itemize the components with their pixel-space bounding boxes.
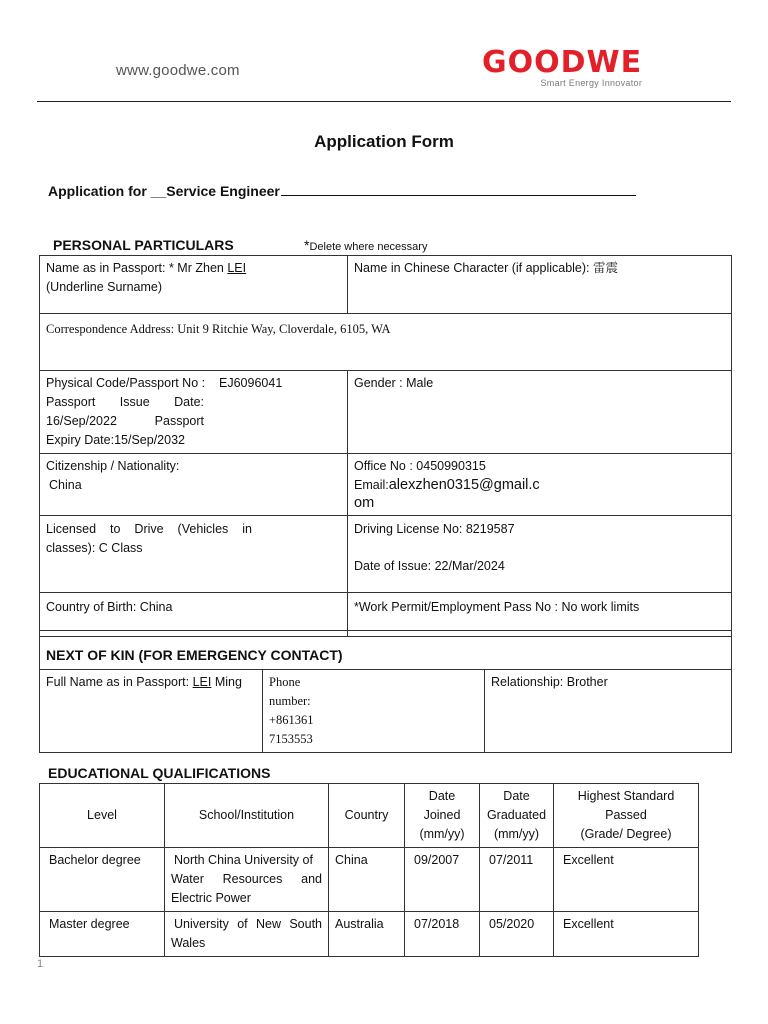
kin-phone-line-4: 7153553 (269, 732, 313, 746)
header-divider (37, 101, 731, 102)
personal-particulars-heading: PERSONAL PARTICULARS (53, 237, 234, 253)
edu-grade: Excellent (554, 848, 699, 912)
kin-name-label: Full Name as in Passport: (46, 675, 193, 689)
table-row (40, 912, 699, 957)
edu-school-line-1: University of New South (174, 917, 322, 931)
driving-license-cell (348, 516, 732, 593)
education-table (39, 783, 699, 957)
kin-name-cell (40, 670, 263, 753)
edu-school-line-2: Wales (171, 936, 206, 950)
edu-graduated: 07/2011 (480, 848, 554, 912)
col-header-school: School/Institution (165, 784, 329, 848)
edu-school (165, 912, 329, 957)
highest-line-2: Passed (605, 808, 647, 822)
name-surname: LEI (227, 261, 247, 275)
logo-wordmark: GOODWE (482, 45, 643, 80)
edu-school-line-3: Electric Power (171, 891, 251, 905)
email-value-cont: om (354, 495, 375, 511)
edu-graduated: 05/2020 (480, 912, 554, 957)
personal-particulars-table (39, 255, 732, 637)
address-cell: Correspondence Address: Unit 9 Ritchie Way, Cloverdale, 6105, WA (40, 314, 732, 371)
work-permit-cell: *Work Permit/Employment Pass No : No work limits (348, 593, 732, 637)
edu-level: Master degree (40, 912, 165, 957)
highest-line-3: (Grade/ Degree) (580, 827, 672, 841)
country-of-birth-cell: Country of Birth: China (40, 593, 348, 637)
table-row (40, 516, 732, 593)
application-for-underline (281, 181, 636, 196)
passport-no: EJ6096041 (219, 376, 283, 390)
email-label: Email: (354, 478, 389, 492)
edu-joined: 09/2007 (405, 848, 480, 912)
edu-school (165, 848, 329, 912)
delete-note-star: * (304, 237, 310, 253)
application-for-label: Application for __Service Engineer (48, 183, 280, 199)
date-joined-line-1: Date (428, 789, 456, 803)
driving-license-no: Driving License No: 8219587 (354, 522, 515, 536)
application-for (48, 181, 636, 199)
table-row (40, 454, 732, 516)
office-no: Office No : 0450990315 (354, 459, 486, 473)
kin-phone-line-1: Phone (269, 675, 301, 689)
passport-line-3: 16/Sep/2022 Passport (46, 414, 204, 428)
edu-school-line-1: North China University of (174, 853, 313, 867)
table-row (40, 371, 732, 454)
licensed-cell (40, 516, 348, 593)
edu-joined: 07/2018 (405, 912, 480, 957)
edu-level: Bachelor degree (40, 848, 165, 912)
contact-cell (348, 454, 732, 516)
date-graduated-line-3: (mm/yy) (493, 827, 540, 841)
edu-country: Australia (329, 912, 405, 957)
table-row (40, 256, 732, 314)
next-of-kin-heading-cell (40, 631, 732, 670)
email-line (354, 476, 725, 495)
edu-grade: Excellent (554, 912, 699, 957)
kin-phone-cell (263, 670, 485, 753)
date-graduated-line-2: Graduated (486, 808, 547, 822)
underline-surname-note: (Underline Surname) (46, 280, 163, 294)
edu-country: China (329, 848, 405, 912)
date-joined-line-3: (mm/yy) (419, 827, 465, 841)
citizenship-cell (40, 454, 348, 516)
table-row (40, 784, 699, 848)
date-graduated-line-1: Date (503, 789, 530, 803)
citizenship-value: China (49, 478, 82, 492)
gender-cell: Gender : Male (348, 371, 732, 454)
name-passport-cell (40, 256, 348, 314)
licensed-line-2: classes): C Class (46, 541, 143, 555)
page-number: 1 (37, 958, 44, 970)
email-value: alexzhen0315@gmail.c (388, 477, 540, 493)
table-row (40, 314, 732, 371)
date-joined-line-2: Joined (423, 808, 461, 822)
license-issue-date: Date of Issue: 22/Mar/2024 (354, 559, 505, 573)
table-row (40, 670, 732, 753)
education-heading: EDUCATIONAL QUALIFICATIONS (48, 765, 271, 781)
table-row (40, 631, 732, 670)
logo-tagline: Smart Energy Innovator (540, 78, 643, 88)
kin-given-name: Ming (211, 675, 242, 689)
kin-phone-line-3: +861361 (269, 713, 314, 727)
website-url: www.goodwe.com (116, 62, 240, 79)
col-header-date-joined (405, 784, 480, 848)
name-passport-label: Name as in Passport: * Mr Zhen (46, 261, 228, 275)
col-header-highest-standard (554, 784, 699, 848)
form-title: Application Form (314, 132, 454, 151)
col-header-country: Country (329, 784, 405, 848)
citizenship-label: Citizenship / Nationality: (46, 459, 180, 473)
kin-phone-line-2: number: (269, 694, 311, 708)
delete-note (304, 237, 427, 255)
next-of-kin-heading: NEXT OF KIN (FOR EMERGENCY CONTACT) (46, 647, 343, 663)
highest-line-1: Highest Standard (577, 789, 675, 803)
kin-surname: LEI (192, 675, 212, 689)
licensed-line-1: Licensed to Drive (Vehicles in (46, 522, 252, 536)
next-of-kin-table (39, 630, 732, 753)
passport-line-2: Passport Issue Date: (46, 395, 204, 409)
kin-relationship-cell: Relationship: Brother (485, 670, 732, 753)
col-header-date-graduated (480, 784, 554, 848)
passport-line-1 (46, 374, 341, 393)
table-row (40, 848, 699, 912)
passport-cell (40, 371, 348, 454)
passport-no-label: Physical Code/Passport No : (46, 376, 206, 390)
delete-note-text: Delete where necessary (309, 241, 428, 253)
col-header-level: Level (40, 784, 165, 848)
goodwe-logo (482, 45, 643, 88)
chinese-name-cell: Name in Chinese Character (if applicable): 雷震 (348, 256, 732, 314)
edu-school-line-2: Water Resources and (171, 872, 322, 886)
passport-line-4: Expiry Date:15/Sep/2032 (46, 433, 185, 447)
